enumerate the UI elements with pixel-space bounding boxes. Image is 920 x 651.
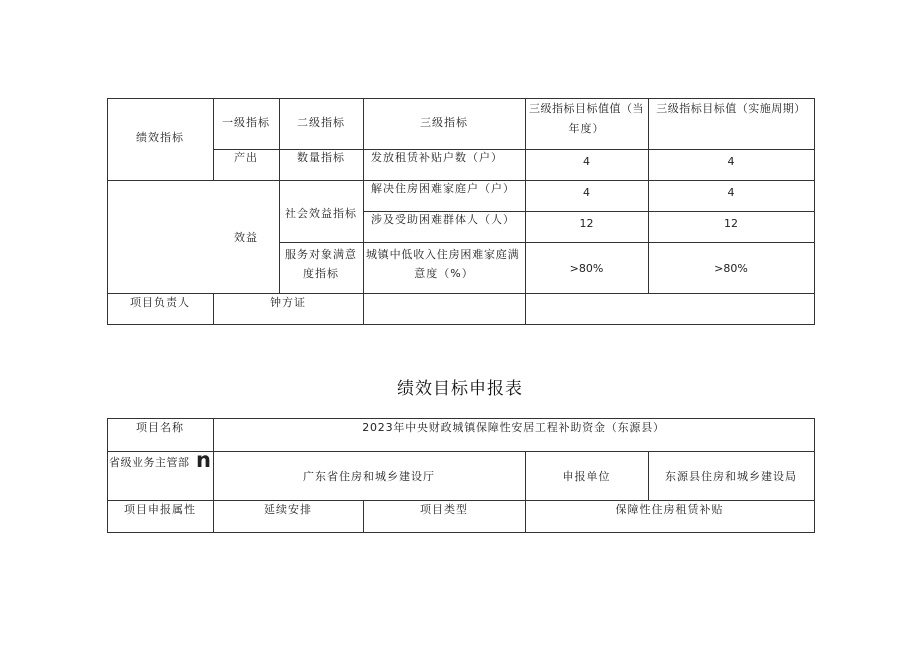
- dept-label-suffix: n: [196, 448, 211, 472]
- row-social-period-a: 4: [727, 186, 735, 199]
- annual-target-header-line1: 三级指标目标值值（当: [529, 102, 644, 115]
- row-social-annual-b: 12: [579, 217, 594, 230]
- unit-label: 申报单位: [562, 470, 611, 483]
- row-satisfaction-level3-line1: 城镇中低收入住房困难家庭满: [366, 248, 520, 261]
- owner-value: 钟方证: [270, 296, 306, 309]
- unit-value: 东源县住房和城乡建设局: [665, 470, 797, 483]
- page-title: 绩效目标申报表: [397, 379, 523, 399]
- row-satisfaction-level3-line2: 意度（%）: [414, 267, 474, 280]
- owner-label: 项目负责人: [130, 296, 190, 309]
- attr-value: 延续安排: [264, 503, 312, 516]
- row-output-level3: 发放租赁补贴户数（户）: [371, 151, 503, 164]
- row-benefit-level1: 效益: [234, 231, 258, 244]
- dept-label: 省级业务主管部: [109, 456, 190, 469]
- row-output-period: 4: [727, 155, 735, 168]
- row-satisfaction-level2-line1: 服务对象满意: [285, 248, 357, 261]
- type-label: 项目类型: [420, 503, 468, 516]
- row-social-level3-a: 解决住房困难家庭户（户）: [371, 182, 515, 195]
- performance-indicator-label: 绩效指标: [136, 131, 184, 144]
- row-social-level2: 社会效益指标: [285, 207, 357, 220]
- row-output-annual: 4: [583, 155, 590, 168]
- row-satisfaction-level2-line2: 度指标: [303, 267, 339, 280]
- row-output-level2: 数量指标: [297, 151, 345, 164]
- period-target-header: 三级指标目标值（实施周期）: [656, 102, 806, 115]
- row-social-level3-b: 涉及受助困难群体人（人）: [371, 213, 515, 226]
- row-social-annual-a: 4: [583, 186, 590, 199]
- level2-header: 二级指标: [297, 116, 345, 129]
- level1-header: 一级指标: [222, 116, 270, 129]
- project-name-label: 项目名称: [136, 421, 184, 434]
- row-social-period-b: 12: [724, 217, 738, 230]
- project-name-value: 2023年中央财政城镇保障性安居工程补助资金（东源县）: [362, 421, 665, 434]
- row-satisfaction-annual: >80%: [569, 262, 604, 275]
- level3-header: 三级指标: [420, 116, 468, 129]
- attr-label: 项目申报属性: [124, 503, 196, 516]
- row-satisfaction-period: >80%: [714, 262, 748, 275]
- annual-target-header-line2: 年度）: [568, 122, 605, 135]
- row-output-level1: 产出: [234, 151, 258, 164]
- dept-value: 广东省住房和城乡建设厅: [303, 470, 435, 483]
- type-value: 保障性住房租赁补贴: [615, 503, 724, 516]
